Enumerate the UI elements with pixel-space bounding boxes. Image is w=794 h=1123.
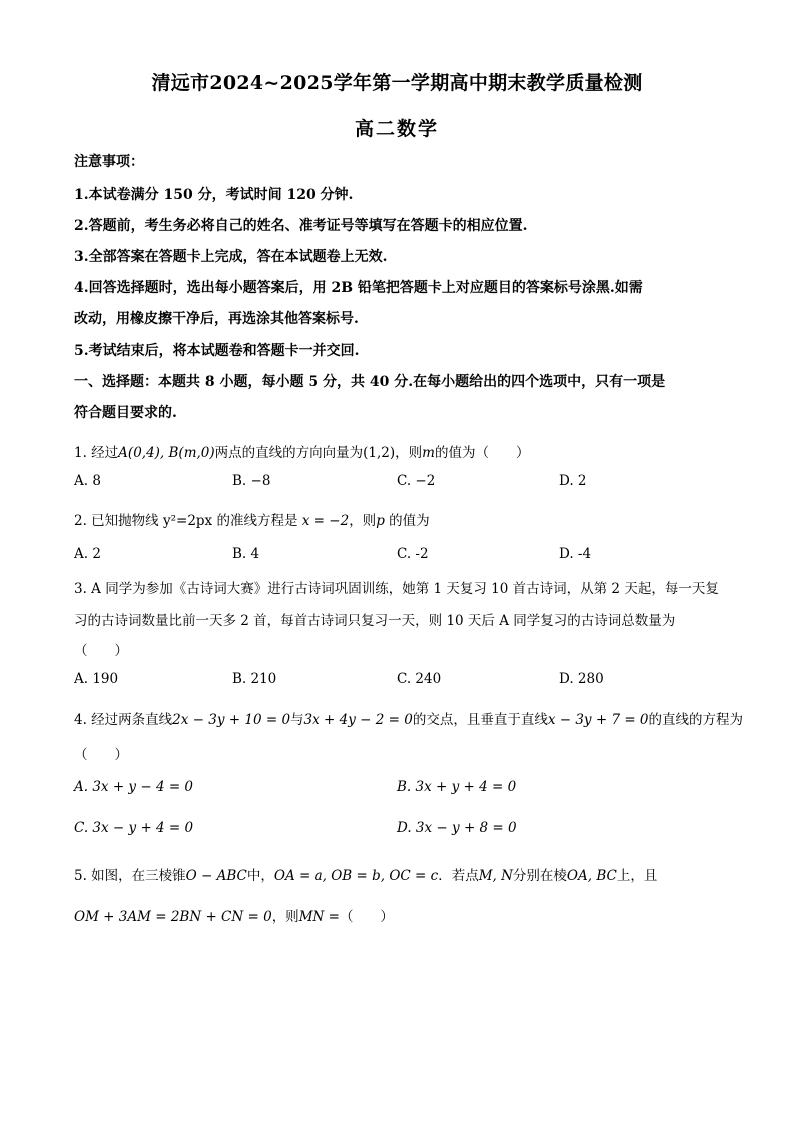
exam-subtitle: 高二数学 xyxy=(354,118,439,140)
q4-option-b: B. 3x + y + 4 = 0 xyxy=(397,779,517,795)
q2-option-d: D. -4 xyxy=(559,546,592,562)
section-heading-cont: 符合题目要求的. xyxy=(74,405,177,421)
q3-option-d: D. 280 xyxy=(559,671,604,687)
q2-option-a: A. 2 xyxy=(74,546,101,562)
notice-item: 5.考试结束后，将本试题卷和答题卡一并交回. xyxy=(74,343,360,359)
notice-item: 2.答题前，考生务必将自己的姓名、准考证号等填写在答题卡的相应位置. xyxy=(74,218,528,234)
question-5-line-2: OM + 3AM = 2BN + CN = 0，则MN =（ ） xyxy=(74,909,394,925)
question-3-line-3: （ ） xyxy=(74,643,128,659)
question-2: 2. 已知抛物线 y²=2px 的准线方程是 x = −2，则p 的值为 xyxy=(74,513,430,529)
notice-item: 1.本试卷满分 150 分，考试时间 120 分钟. xyxy=(74,187,354,203)
q3-option-b: B. 210 xyxy=(232,671,277,687)
q1-option-d: D. 2 xyxy=(559,473,587,489)
q4-option-c: C. 3x − y + 4 = 0 xyxy=(74,820,194,836)
q3-option-a: A. 190 xyxy=(74,671,119,687)
question-4-line-2: （ ） xyxy=(74,747,128,763)
question-3-line-2: 习的古诗词数量比前一天多 2 首，每首古诗词只复习一天，则 10 天后 A 同学复习的古诗词总数量为 xyxy=(74,613,676,629)
notice-item: 改动，用橡皮擦干净后，再选涂其他答案标号. xyxy=(74,311,359,327)
question-4: 4. 经过两条直线2x − 3y + 10 = 0与3x + 4y − 2 = 0的交点，且垂直于直线x − 3y + 7 = 0的直线的方程为 xyxy=(74,712,744,728)
q4-option-a: A. 3x + y − 4 = 0 xyxy=(74,779,194,795)
notice-heading: 注意事项： xyxy=(74,154,144,170)
q3-option-c: C. 240 xyxy=(397,671,442,687)
q2-option-c: C. -2 xyxy=(397,546,429,562)
q4-option-d: D. 3x − y + 8 = 0 xyxy=(397,820,517,836)
q2-option-b: B. 4 xyxy=(232,546,260,562)
question-3-line-1: 3. A 同学为参加《古诗词大赛》进行古诗词巩固训练，她第 1 天复习 10 首古诗词，从第 2 天起，每一天复 xyxy=(74,581,719,597)
exam-title: 清远市2024~2025学年第一学期高中期末教学质量检测 xyxy=(151,72,643,94)
q1-option-c: C. −2 xyxy=(397,473,436,489)
q1-option-a: A. 8 xyxy=(74,473,101,489)
section-heading: 一、选择题：本题共 8 小题，每小题 5 分，共 40 分.在每小题给出的四个选项中，只有一项是 xyxy=(74,374,666,390)
notice-item: 3.全部答案在答题卡上完成，答在本试题卷上无效. xyxy=(74,249,388,265)
q1-option-b: B. −8 xyxy=(232,473,271,489)
question-5: 5. 如图，在三棱锥O − ABC中，OA = a, OB = b, OC = c．若点M, N分别在棱OA, BC上，且 xyxy=(74,868,658,884)
question-1: 1. 经过A(0,4), B(m,0)两点的直线的方向向量为(1,2)，则m的值为（ ） xyxy=(74,445,530,461)
notice-item: 4.回答选择题时，选出每小题答案后，用 2B 铅笔把答题卡上对应题目的答案标号涂黑.如需 xyxy=(74,280,643,296)
